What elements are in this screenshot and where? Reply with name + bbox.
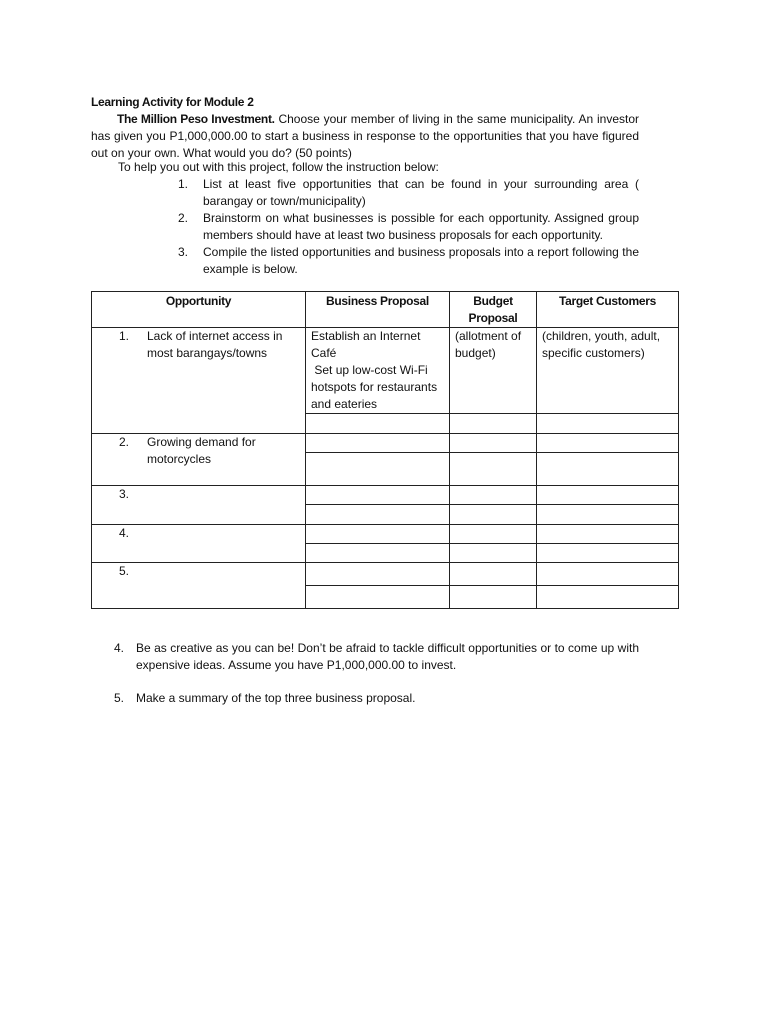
proposal-cell[interactable] (306, 544, 450, 563)
customers-cell[interactable] (537, 505, 679, 525)
intro-title: The Million Peso Investment. (117, 112, 275, 126)
budget-cell[interactable] (450, 486, 537, 505)
page-heading: Learning Activity for Module 2 (91, 95, 254, 109)
instruction-text: List at least five opportunities that can be found in your surrounding area ( barangay or town/municipality) (203, 177, 639, 208)
budget-cell[interactable] (450, 586, 537, 609)
customers-cell[interactable] (537, 453, 679, 486)
customers-cell[interactable] (537, 434, 679, 453)
proposal-cell[interactable] (306, 486, 450, 505)
budget-cell[interactable] (450, 505, 537, 525)
customers-cell[interactable] (537, 525, 679, 544)
header-budget-proposal: Budget Proposal (450, 292, 537, 328)
table-row (92, 486, 679, 505)
proposal-cell[interactable] (306, 563, 450, 586)
opportunity-table (91, 291, 679, 609)
proposal-text: Establish an Internet Café (311, 329, 421, 360)
row-number: 1. (119, 329, 130, 343)
instruction-number: 3. (178, 245, 189, 259)
instruction-number: 4. (114, 641, 125, 655)
instruction-number: 2. (178, 211, 189, 225)
extra-instruction (114, 640, 639, 674)
row-number: 4. (119, 526, 130, 540)
customers-cell[interactable] (537, 544, 679, 563)
opportunity-cell (92, 434, 306, 486)
budget-cell[interactable] (450, 525, 537, 544)
table-row (92, 563, 679, 586)
customers-cell[interactable] (537, 414, 679, 434)
opportunity-text: Growing demand for motorcycles (147, 435, 256, 466)
table-header-row (92, 292, 679, 328)
opportunity-cell (92, 486, 306, 525)
instruction-text: Compile the listed opportunities and business proposals into a report following the example is below. (203, 245, 639, 276)
budget-cell[interactable] (450, 434, 537, 453)
proposal-text: Set up low-cost Wi-Fi hotspots for restaurants and eateries (311, 363, 441, 411)
intro-text: Choose your member of living in the same municipality. An investor has given you P1,000,000.00 to start a business in response to the opportunities that you have figured out on your own. What would you do? (50 points) (91, 112, 639, 160)
table-row (92, 434, 679, 453)
customers-cell[interactable] (537, 586, 679, 609)
budget-cell[interactable] (450, 544, 537, 563)
header-target-customers: Target Customers (537, 292, 679, 328)
instruction-item (178, 244, 639, 278)
instruction-item (178, 210, 639, 244)
customers-cell[interactable] (537, 486, 679, 505)
row-number: 5. (119, 564, 130, 578)
budget-cell[interactable] (450, 563, 537, 586)
instruction-text: Brainstorm on what businesses is possible for each opportunity. Assigned group members should have at least two business proposals for each opportunity. (203, 211, 639, 242)
table-row (92, 328, 679, 414)
header-opportunity: Opportunity (92, 292, 306, 328)
customers-cell[interactable]: (children, youth, adult, specific customers) (537, 328, 679, 414)
proposal-cell[interactable] (306, 414, 450, 434)
proposal-cell[interactable] (306, 328, 450, 414)
extra-instruction (114, 690, 639, 707)
budget-cell[interactable] (450, 453, 537, 486)
row-number: 3. (119, 487, 130, 501)
opportunity-cell (92, 525, 306, 563)
instruction-list (178, 176, 639, 278)
customers-cell[interactable] (537, 563, 679, 586)
instruction-item (178, 176, 639, 210)
header-business-proposal: Business Proposal (306, 292, 450, 328)
instruction-number: 1. (178, 177, 189, 191)
budget-cell[interactable]: (allotment of budget) (450, 328, 537, 414)
helper-text: To help you out with this project, follow the instruction below: (118, 160, 439, 174)
instruction-number: 5. (114, 691, 125, 705)
row-number: 2. (119, 435, 130, 449)
table-row (92, 525, 679, 544)
proposal-cell[interactable] (306, 434, 450, 453)
opportunity-text: Lack of internet access in most barangays/towns (147, 329, 283, 360)
instruction-text: Be as creative as you can be! Don’t be afraid to tackle difficult opportunities or to come up with expensive ideas. Assume you have P1,000,000.00 to invest. (136, 641, 639, 672)
proposal-cell[interactable] (306, 586, 450, 609)
opportunity-cell (92, 563, 306, 609)
intro-paragraph (91, 111, 639, 162)
budget-cell[interactable] (450, 414, 537, 434)
opportunity-cell (92, 328, 306, 434)
instruction-text: Make a summary of the top three business proposal. (136, 691, 416, 705)
proposal-cell[interactable] (306, 505, 450, 525)
proposal-cell[interactable] (306, 525, 450, 544)
proposal-cell[interactable] (306, 453, 450, 486)
